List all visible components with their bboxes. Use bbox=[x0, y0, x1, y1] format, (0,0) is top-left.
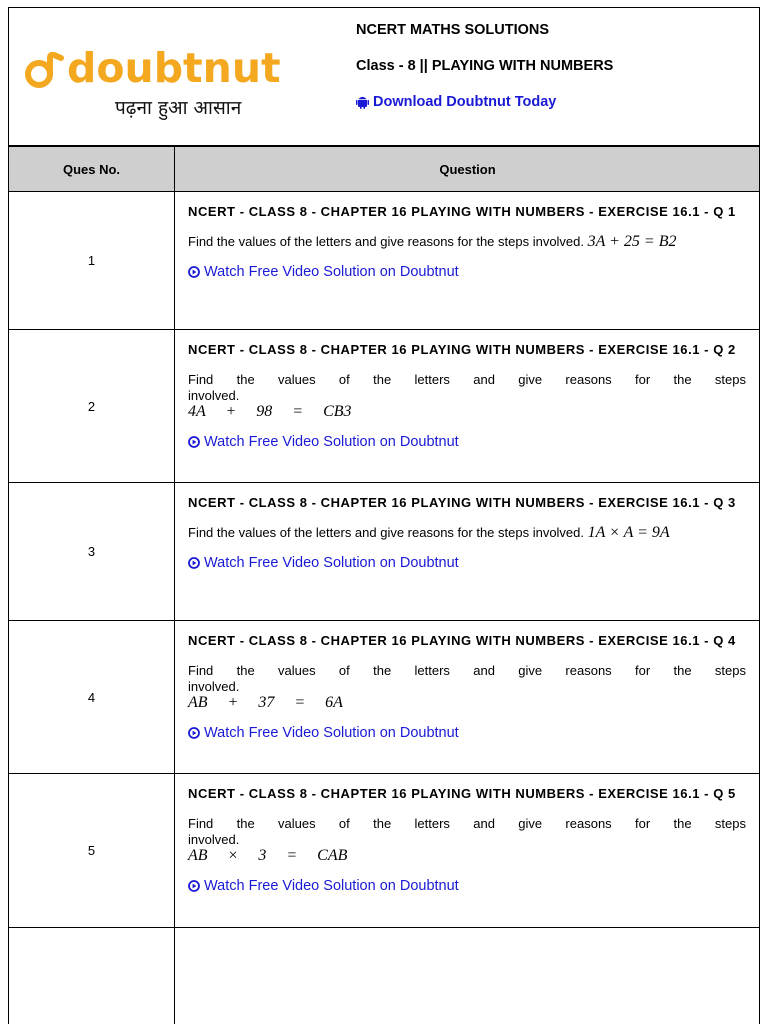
question-cell bbox=[175, 483, 761, 621]
question-text: Find the values of the letters and give reasons for the steps involved. 4A + 98 = CB3 bbox=[188, 372, 746, 420]
question-title: NCERT - CLASS 8 - CHAPTER 16 PLAYING WITH NUMBERS - EXERCISE 16.1 - Q 3 bbox=[188, 495, 736, 510]
play-icon bbox=[188, 266, 200, 278]
table-row bbox=[9, 483, 761, 621]
header-title: NCERT MATHS SOLUTIONS bbox=[356, 22, 550, 38]
question-cell bbox=[175, 330, 761, 483]
question-title: NCERT - CLASS 8 - CHAPTER 16 PLAYING WITH NUMBERS - EXERCISE 16.1 - Q 5 bbox=[188, 786, 736, 801]
question-math: 1A × A = 9A bbox=[587, 524, 670, 541]
video-solution-link[interactable]: Watch Free Video Solution on Doubtnut bbox=[188, 725, 746, 741]
play-icon bbox=[188, 557, 200, 569]
table-row-empty bbox=[9, 928, 761, 1024]
document-page bbox=[8, 7, 760, 1024]
logo-wordmark: doubtnut bbox=[67, 44, 281, 92]
question-math: 4A + 98 = CB3 bbox=[188, 403, 352, 420]
table-row bbox=[9, 192, 761, 330]
question-text: Find the values of the letters and give reasons for the steps involved. AB × 3 = CAB bbox=[188, 816, 746, 864]
empty-cell bbox=[9, 928, 175, 1024]
table-row bbox=[9, 774, 761, 928]
empty-cell bbox=[175, 928, 761, 1024]
page-header bbox=[9, 8, 759, 146]
question-text: Find the values of the letters and give reasons for the steps involved. 1A × A = 9A bbox=[188, 524, 670, 541]
question-math: AB × 3 = CAB bbox=[188, 847, 348, 864]
header-text bbox=[356, 22, 613, 110]
question-math: AB + 37 = 6A bbox=[188, 694, 343, 711]
question-number: 3 bbox=[9, 483, 175, 621]
question-cell bbox=[175, 192, 761, 330]
table-row bbox=[9, 330, 761, 483]
col-header-question: Question bbox=[175, 147, 761, 192]
question-math: 3A + 25 = B2 bbox=[587, 233, 677, 250]
question-title: NCERT - CLASS 8 - CHAPTER 16 PLAYING WITH NUMBERS - EXERCISE 16.1 - Q 4 bbox=[188, 633, 736, 648]
question-number: 4 bbox=[9, 621, 175, 774]
question-text: Find the values of the letters and give reasons for the steps involved. 3A + 25 = B2 bbox=[188, 233, 677, 250]
question-title: NCERT - CLASS 8 - CHAPTER 16 PLAYING WITH NUMBERS - EXERCISE 16.1 - Q 1 bbox=[188, 204, 736, 219]
video-solution-link[interactable]: Watch Free Video Solution on Doubtnut bbox=[188, 434, 746, 450]
video-solution-link[interactable]: Watch Free Video Solution on Doubtnut bbox=[188, 878, 746, 894]
question-cell bbox=[175, 621, 761, 774]
question-text: Find the values of the letters and give reasons for the steps involved. AB + 37 = 6A bbox=[188, 663, 746, 711]
video-solution-link[interactable]: Watch Free Video Solution on Doubtnut bbox=[188, 555, 746, 571]
question-number: 5 bbox=[9, 774, 175, 928]
question-cell bbox=[175, 774, 761, 928]
download-link-label: Download Doubtnut Today bbox=[373, 94, 557, 110]
table-row bbox=[9, 621, 761, 774]
col-header-qno: Ques No. bbox=[9, 147, 175, 192]
doubtnut-logo[interactable] bbox=[23, 44, 281, 126]
play-icon bbox=[188, 727, 200, 739]
table-header-row bbox=[9, 147, 761, 192]
android-icon bbox=[356, 95, 369, 109]
play-icon bbox=[188, 880, 200, 892]
play-icon bbox=[188, 436, 200, 448]
header-subtitle: Class - 8 || PLAYING WITH NUMBERS bbox=[356, 58, 614, 74]
question-number: 1 bbox=[9, 192, 175, 330]
question-number: 2 bbox=[9, 330, 175, 483]
questions-table bbox=[8, 146, 760, 1024]
download-link[interactable] bbox=[356, 94, 613, 110]
logo-tagline: पढ़ना हुआ आसान bbox=[115, 97, 242, 119]
doubtnut-logo-icon bbox=[23, 52, 67, 92]
question-title: NCERT - CLASS 8 - CHAPTER 16 PLAYING WITH NUMBERS - EXERCISE 16.1 - Q 2 bbox=[188, 342, 736, 357]
video-solution-link[interactable]: Watch Free Video Solution on Doubtnut bbox=[188, 264, 746, 280]
